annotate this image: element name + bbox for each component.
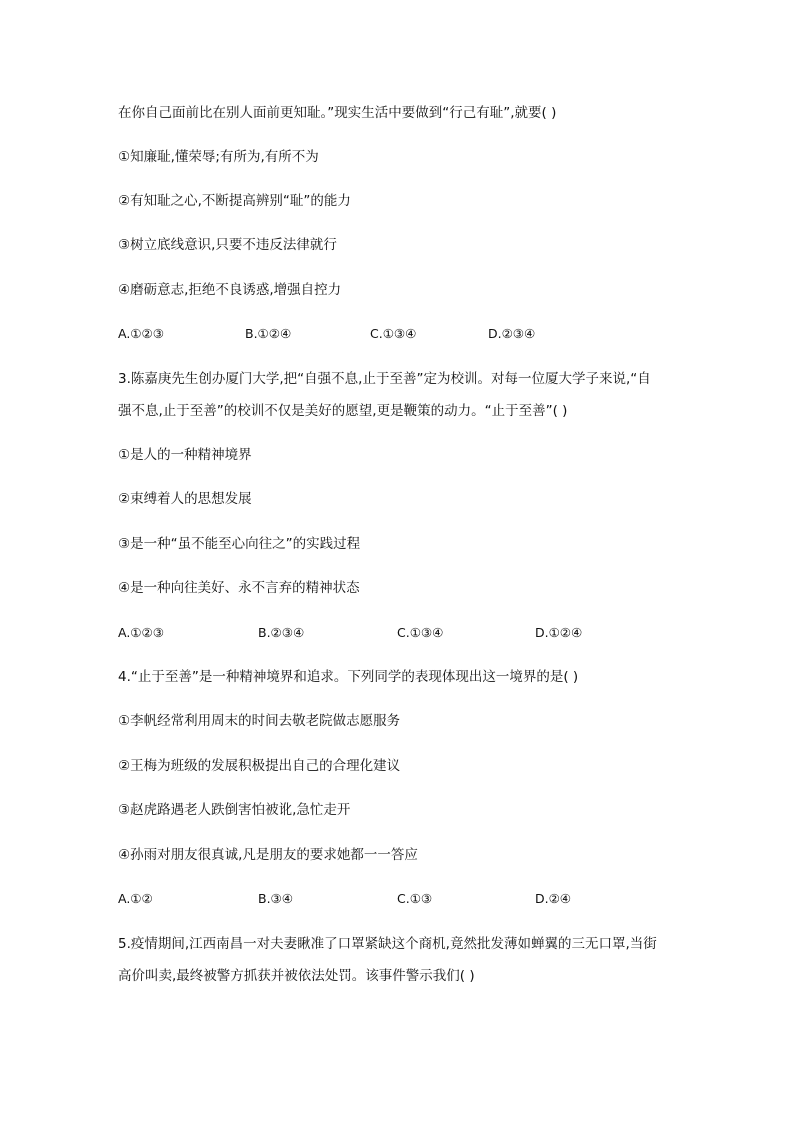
q4-item-4: ④孙雨对朋友很真诚,凡是朋友的要求她都一一答应 [118, 847, 418, 863]
q2-option-a: A.①②③ [118, 326, 164, 341]
q2-stem-tail: 在你自己面前比在别人面前更知耻。”现实生活中要做到“行己有耻”,就要( ) [118, 105, 557, 121]
q4-option-c: C.①③ [397, 891, 433, 906]
q2-option-b: B.①②④ [245, 326, 292, 341]
q5-stem-line-2: 高价叫卖,最终被警方抓获并被依法处罚。该事件警示我们( ) [118, 968, 475, 984]
q2-item-3: ③树立底线意识,只要不违反法律就行 [118, 237, 337, 253]
q3-item-4: ④是一种向往美好、永不言弃的精神状态 [118, 580, 360, 596]
q4-item-1: ①李帆经常利用周末的时间去敬老院做志愿服务 [118, 713, 401, 729]
q2-item-1: ①知廉耻,懂荣辱;有所为,有所不为 [118, 149, 319, 165]
q4-item-3: ③赵虎路遇老人跌倒害怕被讹,急忙走开 [118, 802, 351, 818]
q3-option-c: C.①③④ [397, 625, 444, 640]
q2-item-4: ④磨砺意志,拒绝不良诱惑,增强自控力 [118, 282, 342, 298]
q3-stem-line-1: 3.陈嘉庚先生创办厦门大学,把“自强不息,止于至善”定为校训。对每一位厦大学子来说,“自 [118, 371, 651, 387]
q5-stem-line-1: 5.疫情期间,江西南昌一对夫妻瞅准了口罩紧缺这个商机,竟然批发薄如蝉翼的三无口罩,当街 [118, 936, 657, 952]
q4-stem: 4.“止于至善”是一种精神境界和追求。下列同学的表现体现出这一境界的是( ) [118, 669, 579, 685]
q2-option-c: C.①③④ [370, 326, 417, 341]
q4-option-b: B.③④ [258, 891, 293, 906]
q4-option-d: D.②④ [535, 891, 572, 906]
q2-item-2: ②有知耻之心,不断提高辨别“耻”的能力 [118, 193, 351, 209]
q4-option-a: A.①② [118, 891, 153, 906]
q3-option-d: D.①②④ [535, 625, 583, 640]
q3-item-1: ①是人的一种精神境界 [118, 447, 252, 463]
q3-item-3: ③是一种“虽不能至心向往之”的实践过程 [118, 536, 361, 552]
q3-stem-line-2: 强不息,止于至善”的校训不仅是美好的愿望,更是鞭策的动力。“止于至善”( ) [118, 403, 568, 419]
q4-item-2: ②王梅为班级的发展积极提出自己的合理化建议 [118, 758, 401, 774]
q3-option-b: B.②③④ [258, 625, 305, 640]
q2-option-d: D.②③④ [488, 326, 536, 341]
q3-option-a: A.①②③ [118, 625, 164, 640]
q3-item-2: ②束缚着人的思想发展 [118, 491, 252, 507]
